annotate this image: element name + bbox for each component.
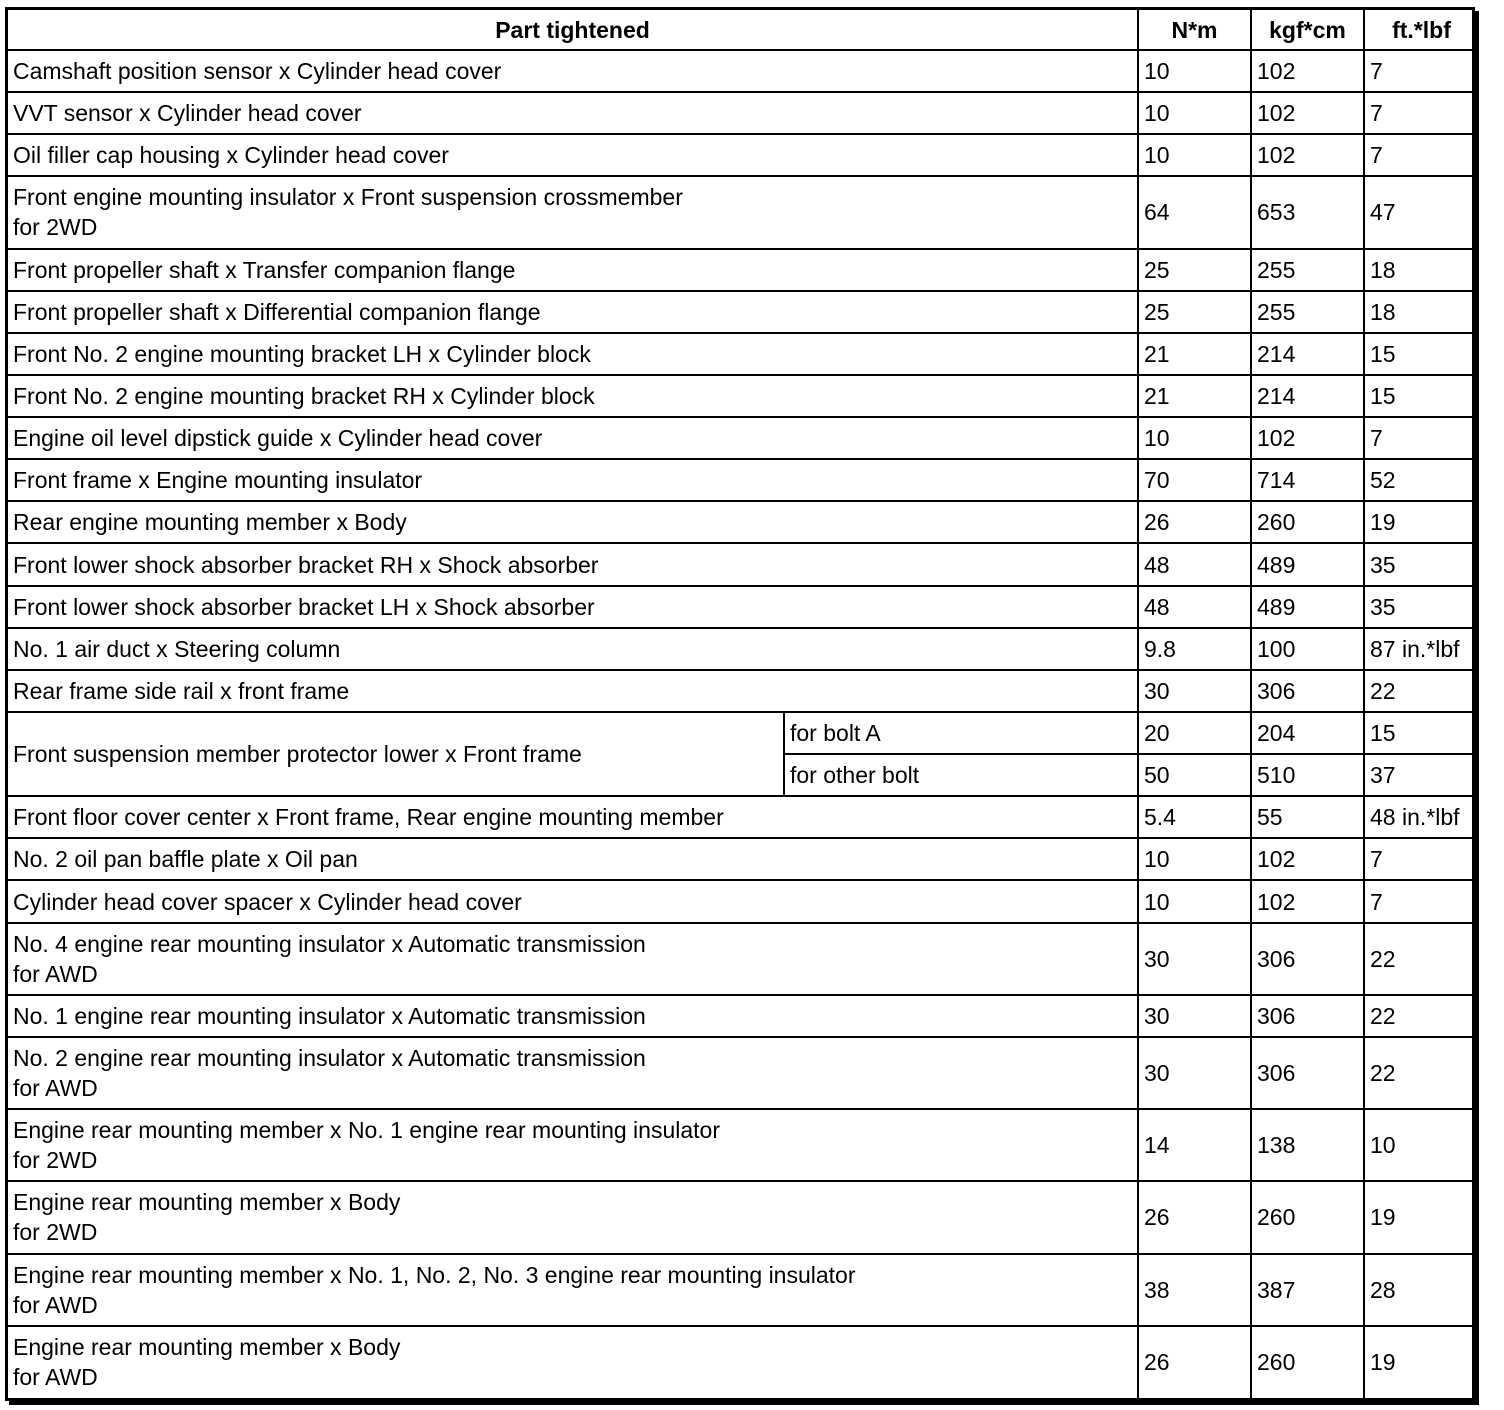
part-cell xyxy=(8,796,1138,838)
value-ft-lbf: 28 xyxy=(1364,1254,1478,1326)
value-nm: 21 xyxy=(1138,375,1251,417)
table-row xyxy=(8,1326,1478,1398)
table-row xyxy=(8,333,1478,375)
value-kgf-cm: 102 xyxy=(1251,92,1364,134)
table-row xyxy=(8,1109,1478,1181)
value-kgf-cm: 55 xyxy=(1251,796,1364,838)
part-text-line: Front propeller shaft x Differential companion flange xyxy=(13,298,541,325)
value-nm: 25 xyxy=(1138,249,1251,291)
part-text-line: No. 2 engine rear mounting insulator x Automatic transmission xyxy=(13,1045,646,1071)
value-nm: 14 xyxy=(1138,1109,1251,1181)
part-text-line: Front frame x Engine mounting insulator xyxy=(13,467,423,494)
value-kgf-cm: 306 xyxy=(1251,923,1364,995)
part-cell xyxy=(8,1254,1138,1326)
part-text-line: No. 4 engine rear mounting insulator x Automatic transmission xyxy=(13,930,646,957)
part-cell xyxy=(8,134,1138,176)
table-row xyxy=(8,375,1478,417)
part-text-line: Oil filler cap housing x Cylinder head cover xyxy=(13,142,449,169)
header-nm: N*m xyxy=(1138,10,1251,50)
part-text-line: Engine rear mounting member x No. 1, No. 2, No. 3 engine rear mounting insulator xyxy=(13,1261,856,1288)
part-text-line: Front No. 2 engine mounting bracket LH x Cylinder block xyxy=(13,340,591,367)
part-cell xyxy=(8,501,1138,543)
value-nm: 70 xyxy=(1138,459,1251,501)
part-text-line: Front No. 2 engine mounting bracket RH x Cylinder block xyxy=(13,383,595,410)
part-cell xyxy=(8,459,1138,501)
table-row xyxy=(8,628,1478,670)
value-ft-lbf: 52 xyxy=(1364,459,1478,501)
part-text-line: No. 1 engine rear mounting insulator x Automatic transmission xyxy=(13,1002,646,1029)
value-ft-lbf: 18 xyxy=(1364,249,1478,291)
part-cell xyxy=(8,375,1138,417)
value-ft-lbf: 87 in.*lbf xyxy=(1364,628,1478,670)
table-row xyxy=(8,923,1478,995)
value-ft-lbf: 7 xyxy=(1364,92,1478,134)
value-ft-lbf: 7 xyxy=(1364,134,1478,176)
part-cell xyxy=(8,176,1138,248)
value-nm: 10 xyxy=(1138,134,1251,176)
value-kgf-cm: 138 xyxy=(1251,1109,1364,1181)
value-ft-lbf: 22 xyxy=(1364,995,1478,1037)
table-row-split xyxy=(8,712,1478,754)
part-text-line: Rear engine mounting member x Body xyxy=(13,509,407,536)
header-kgf-cm: kgf*cm xyxy=(1251,10,1364,50)
value-nm: 30 xyxy=(1138,1037,1251,1109)
table-row xyxy=(8,796,1478,838)
part-text-line: Front propeller shaft x Transfer companion flange xyxy=(13,256,516,283)
part-cell xyxy=(8,333,1138,375)
value-ft-lbf: 7 xyxy=(1364,50,1478,92)
value-kgf-cm: 260 xyxy=(1251,501,1364,543)
value-ft-lbf: 18 xyxy=(1364,291,1478,333)
bolt-label-cell: for other bolt xyxy=(784,754,1138,796)
value-nm: 48 xyxy=(1138,586,1251,628)
part-text-line: Front lower shock absorber bracket LH x Shock absorber xyxy=(13,593,595,620)
value-kgf-cm: 102 xyxy=(1251,417,1364,459)
value-kgf-cm: 260 xyxy=(1251,1181,1364,1253)
part-text-line: Front engine mounting insulator x Front suspension crossmember xyxy=(13,184,683,211)
value-nm: 48 xyxy=(1138,543,1251,585)
value-kgf-cm: 489 xyxy=(1251,586,1364,628)
value-nm: 50 xyxy=(1138,754,1251,796)
part-text-line: for 2WD xyxy=(13,214,98,241)
value-nm: 10 xyxy=(1138,50,1251,92)
part-cell xyxy=(8,880,1138,922)
table-row xyxy=(8,92,1478,134)
part-cell xyxy=(8,1181,1138,1253)
table-row xyxy=(8,501,1478,543)
part-text-line: Engine rear mounting member x No. 1 engine rear mounting insulator xyxy=(13,1117,720,1144)
part-cell xyxy=(8,923,1138,995)
table-row xyxy=(8,880,1478,922)
value-ft-lbf: 22 xyxy=(1364,923,1478,995)
header-part-tightened: Part tightened xyxy=(8,10,1138,50)
value-ft-lbf: 47 xyxy=(1364,176,1478,248)
table-row xyxy=(8,1254,1478,1326)
value-kgf-cm: 102 xyxy=(1251,134,1364,176)
value-ft-lbf: 15 xyxy=(1364,333,1478,375)
part-cell xyxy=(8,291,1138,333)
value-nm: 10 xyxy=(1138,417,1251,459)
value-ft-lbf: 7 xyxy=(1364,417,1478,459)
value-nm: 64 xyxy=(1138,176,1251,248)
part-text-line: for AWD xyxy=(13,1291,98,1318)
bolt-label-cell: for bolt A xyxy=(784,712,1138,754)
value-kgf-cm: 260 xyxy=(1251,1326,1364,1398)
part-cell xyxy=(8,1326,1138,1398)
value-kgf-cm: 387 xyxy=(1251,1254,1364,1326)
part-text-line: Engine oil level dipstick guide x Cylinder head cover xyxy=(13,425,543,452)
torque-spec-table xyxy=(8,10,1478,1398)
value-kgf-cm: 214 xyxy=(1251,375,1364,417)
part-text-line: Engine rear mounting member x Body xyxy=(13,1334,401,1361)
value-ft-lbf: 7 xyxy=(1364,838,1478,880)
part-cell xyxy=(8,995,1138,1037)
part-text-line: for AWD xyxy=(13,1364,98,1391)
header-row xyxy=(8,10,1478,50)
table-row xyxy=(8,176,1478,248)
value-kgf-cm: 306 xyxy=(1251,995,1364,1037)
value-ft-lbf: 22 xyxy=(1364,670,1478,712)
torque-spec-table-frame xyxy=(5,7,1475,1401)
table-row xyxy=(8,586,1478,628)
part-cell xyxy=(8,838,1138,880)
value-nm: 30 xyxy=(1138,995,1251,1037)
part-cell xyxy=(8,586,1138,628)
part-cell xyxy=(8,1109,1138,1181)
part-text-line: for AWD xyxy=(13,1075,98,1101)
value-ft-lbf: 19 xyxy=(1364,1181,1478,1253)
part-text-line: VVT sensor x Cylinder head cover xyxy=(13,100,362,127)
value-kgf-cm: 214 xyxy=(1251,333,1364,375)
value-ft-lbf: 15 xyxy=(1364,712,1478,754)
value-kgf-cm: 714 xyxy=(1251,459,1364,501)
value-nm: 10 xyxy=(1138,92,1251,134)
table-row xyxy=(8,459,1478,501)
value-ft-lbf: 15 xyxy=(1364,375,1478,417)
value-kgf-cm: 510 xyxy=(1251,754,1364,796)
value-nm: 25 xyxy=(1138,291,1251,333)
part-cell xyxy=(8,92,1138,134)
value-nm: 5.4 xyxy=(1138,796,1251,838)
part-cell: Front suspension member protector lower x Front frame xyxy=(8,712,784,796)
value-nm: 20 xyxy=(1138,712,1251,754)
value-ft-lbf: 35 xyxy=(1364,586,1478,628)
part-text-line: Front lower shock absorber bracket RH x Shock absorber xyxy=(13,551,599,578)
value-ft-lbf: 22 xyxy=(1364,1037,1478,1109)
table-row xyxy=(8,543,1478,585)
table-row xyxy=(8,50,1478,92)
part-cell xyxy=(8,417,1138,459)
table-row xyxy=(8,417,1478,459)
value-ft-lbf: 10 xyxy=(1364,1109,1478,1181)
value-nm: 30 xyxy=(1138,923,1251,995)
value-nm: 10 xyxy=(1138,838,1251,880)
part-cell xyxy=(8,249,1138,291)
part-cell xyxy=(8,628,1138,670)
part-text-line: No. 1 air duct x Steering column xyxy=(13,635,341,662)
value-nm: 26 xyxy=(1138,501,1251,543)
part-text-line: No. 2 oil pan baffle plate x Oil pan xyxy=(13,846,358,873)
value-nm: 10 xyxy=(1138,880,1251,922)
part-text-line: Camshaft position sensor x Cylinder head cover xyxy=(13,58,502,85)
part-cell xyxy=(8,50,1138,92)
table-row xyxy=(8,838,1478,880)
value-kgf-cm: 306 xyxy=(1251,670,1364,712)
part-text-line: Engine rear mounting member x Body xyxy=(13,1189,401,1216)
table-row xyxy=(8,249,1478,291)
part-text-line: Cylinder head cover spacer x Cylinder head cover xyxy=(13,888,522,915)
value-kgf-cm: 653 xyxy=(1251,176,1364,248)
value-ft-lbf: 19 xyxy=(1364,1326,1478,1398)
value-nm: 38 xyxy=(1138,1254,1251,1326)
value-kgf-cm: 306 xyxy=(1251,1037,1364,1109)
table-row xyxy=(8,1037,1478,1109)
part-cell xyxy=(8,670,1138,712)
value-kgf-cm: 100 xyxy=(1251,628,1364,670)
value-kgf-cm: 489 xyxy=(1251,543,1364,585)
value-kgf-cm: 255 xyxy=(1251,249,1364,291)
part-text-line: for 2WD xyxy=(13,1147,98,1174)
part-text-line: for AWD xyxy=(13,960,98,987)
part-text-line: Front floor cover center x Front frame, Rear engine mounting member xyxy=(13,804,724,831)
table-row xyxy=(8,134,1478,176)
value-ft-lbf: 48 in.*lbf xyxy=(1364,796,1478,838)
part-cell xyxy=(8,1037,1138,1109)
value-nm: 21 xyxy=(1138,333,1251,375)
value-ft-lbf: 37 xyxy=(1364,754,1478,796)
value-kgf-cm: 102 xyxy=(1251,50,1364,92)
value-kgf-cm: 102 xyxy=(1251,880,1364,922)
header-ft-lbf: ft.*lbf xyxy=(1364,10,1478,50)
value-nm: 30 xyxy=(1138,670,1251,712)
value-ft-lbf: 19 xyxy=(1364,501,1478,543)
table-row xyxy=(8,995,1478,1037)
table-row xyxy=(8,1181,1478,1253)
value-nm: 9.8 xyxy=(1138,628,1251,670)
value-ft-lbf: 35 xyxy=(1364,543,1478,585)
value-nm: 26 xyxy=(1138,1181,1251,1253)
part-text-line: Rear frame side rail x front frame xyxy=(13,677,350,704)
part-cell xyxy=(8,543,1138,585)
table-row xyxy=(8,670,1478,712)
value-ft-lbf: 7 xyxy=(1364,880,1478,922)
value-kgf-cm: 204 xyxy=(1251,712,1364,754)
part-text-line: for 2WD xyxy=(13,1219,98,1246)
table-row xyxy=(8,291,1478,333)
value-kgf-cm: 102 xyxy=(1251,838,1364,880)
value-nm: 26 xyxy=(1138,1326,1251,1398)
value-kgf-cm: 255 xyxy=(1251,291,1364,333)
